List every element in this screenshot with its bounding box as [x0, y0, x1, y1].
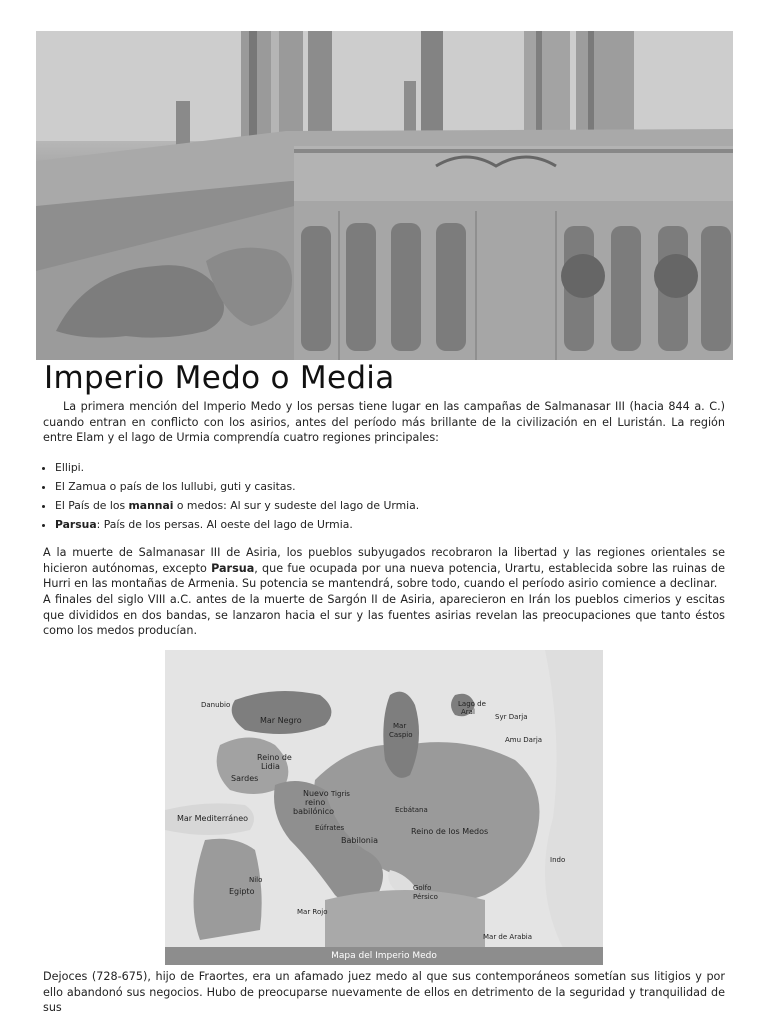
- map-label-mar-negro: Mar Negro: [260, 716, 302, 725]
- map-label-nuevo-reino-1: Nuevo: [303, 789, 329, 798]
- map-label-syr-darja: Syr Darja: [495, 713, 528, 721]
- map-label-egipto: Egipto: [229, 887, 255, 896]
- map-label-reino-lidia-1: Reino de: [257, 753, 292, 762]
- map-label-mar-caspio-1: Mar: [393, 722, 407, 730]
- list-item: [55, 477, 735, 496]
- map-label-indo: Indo: [550, 856, 566, 864]
- map-label-mar-arabia: Mar de Arabia: [483, 933, 533, 941]
- map-label-sardes: Sardes: [231, 774, 259, 783]
- paragraph-text: , que fue ocupada por una nueva potencia, Urartu, establecida sobre las ruinas de Hurri en las montañas de Armenia. Su potencia se mantendrá, sobre todo, cuando el período asirio comience a declinar.: [43, 561, 725, 590]
- map-label-eufrates: Eúfrates: [315, 824, 345, 832]
- paragraph-dejoces: Dejoces (728-675), hijo de Fraortes, era un afamado juez medo al que sus contemporáneos sometían sus litigios y por ello abandonó sus negocios. Hubo de preocuparse nuevamente de ellos en detrimento de la seguridad y tranquilidad de sus: [43, 970, 725, 1014]
- map-label-golfo-1: Golfo: [413, 884, 432, 892]
- map-label-mar-caspio-2: Caspio: [389, 731, 413, 739]
- map-label-reino-lidia-2: Lidia: [261, 762, 280, 771]
- list-item: [55, 515, 735, 534]
- map-label-nilo: Nilo: [249, 876, 263, 884]
- map-region-arabia: [325, 890, 485, 948]
- list-item-text: El País de los: [55, 499, 129, 512]
- list-item: [55, 458, 735, 477]
- paragraph-bold: Parsua: [211, 561, 255, 575]
- map-black-sea: [232, 691, 332, 734]
- map-label-lago-aral-1: Lago de: [458, 700, 486, 708]
- map-label-nuevo-reino-2: reino: [305, 798, 326, 807]
- map-label-mar-rojo: Mar Rojo: [297, 908, 328, 916]
- list-item-text: Ellipi.: [55, 461, 85, 474]
- map-label-babilonia: Babilonia: [341, 836, 379, 845]
- map-label-nuevo-reino-3: babilónico: [293, 807, 334, 816]
- median-empire-map: [165, 650, 603, 948]
- map-label-mediterraneo: Mar Mediterráneo: [177, 814, 249, 823]
- map-label-reino-medos: Reino de los Medos: [411, 827, 489, 836]
- page-title: Imperio Medo o Media: [44, 360, 395, 396]
- map-label-amu-darja: Amu Darja: [505, 736, 543, 744]
- list-item-bold: Parsua: [55, 518, 97, 531]
- map-label-lago-aral-2: Aral: [461, 708, 475, 716]
- map-label-tigris: Tigris: [331, 790, 350, 798]
- list-item-bold: mannai: [128, 499, 174, 512]
- paragraph-text: A la muerte de Salmanasar III de Asiria, los pueblos subyugados recobraron la libertad y las regiones orientales se hicieron autónomas, excepto: [43, 546, 725, 575]
- list-item-text: El Zamua o país de los lullubi, guti y casitas.: [55, 480, 296, 493]
- list-item-text: : País de los persas. Al oeste del lago de Urmia.: [96, 518, 353, 531]
- hero-image-persepolis-relief: [36, 31, 733, 360]
- list-item: [55, 496, 735, 515]
- paragraph-salmanasar: [43, 545, 725, 592]
- intro-paragraph: La primera mención del Imperio Medo y los persas tiene lugar en las campañas de Salmanasar III (hacia 844 a. C.) cuando entran en conflicto con los asirios, antes del período más brillante de la civilización en el Luristán. La región entre Elam y el lago de Urmia comprendía cuatro regiones principales:: [43, 400, 725, 444]
- list-item-text: o medos: Al sur y sudeste del lago de Urmia.: [173, 499, 420, 512]
- map-label-ecbatana: Ecbátana: [395, 806, 428, 814]
- regions-list: [40, 458, 735, 534]
- map-label-golfo-2: Pérsico: [413, 893, 438, 901]
- paragraph-cimerios: A finales del siglo VIII a.C. antes de la muerte de Sargón II de Asiria, aparecieron en Irán los pueblos cimerios y escitas que divididos en dos bandas, se lanzaron hacia el sur y las fuentes asirias revelan las preocupaciones que tanto éstos como los medos producían.: [43, 593, 725, 637]
- map-caption: Mapa del Imperio Medo: [165, 947, 603, 965]
- map-label-danubio: Danubio: [201, 701, 231, 709]
